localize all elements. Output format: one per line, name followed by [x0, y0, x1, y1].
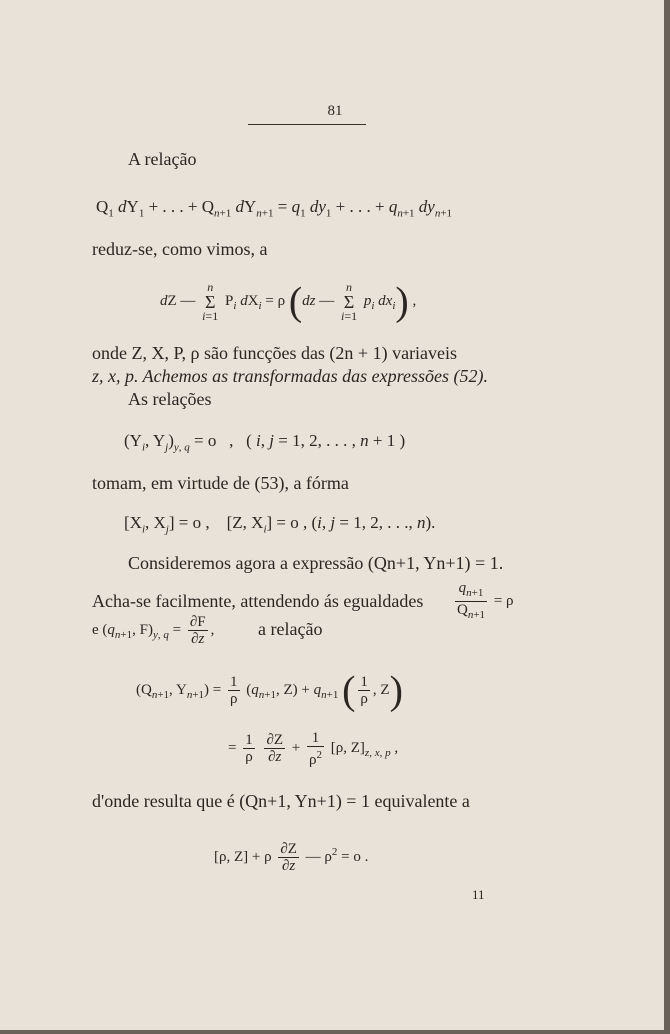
text-line-16: d'onde resulta que é (Qn+1, Yn+1) = 1 equivalente a	[92, 791, 470, 811]
page-number: 81	[327, 103, 343, 119]
signature-mark: 11	[472, 887, 485, 902]
text-line-5: onde Z, X, P, ρ são funcções das (2n + 1) variaveis	[92, 343, 458, 363]
page-edge-right	[664, 0, 670, 1034]
equation-6: e ($q_{n+1}$, $F)_{y, q}$ = $\frac{\partial F}{\partial z}$ ,	[92, 614, 215, 648]
text-line-1: A relação	[128, 149, 197, 169]
header-rule	[248, 124, 366, 125]
text-line-3: reduz-se, como vimos, a	[92, 239, 268, 259]
text-line-6: z, x, p. Achemos as transformadas das expressões (52).	[92, 366, 488, 386]
equation-1: $Q_1$ $dY_1$ + . . . + $Q_{n+1}$ $dY_{n+1} = q_1$ $dy_1$ + . . . + $q_{n+1}$ $dy_{n+1}$	[96, 197, 453, 220]
equation-9: [ρ, Z] + ρ $\frac{\partial Z}{\partial z}$ — $\rho^2 = o$ .	[214, 841, 369, 875]
equation-2: dZ — n Σ i=1 $P_i$ $dX_i = \rho$ (dz — n Σ i=1 $p_i$ $dx_i$) ,	[160, 278, 417, 324]
equation-4: [$X_i$, $X_j] = o$ , [Z, $X_i] = o$ , (i, j = 1, 2, . . ., n).	[124, 513, 436, 536]
page-edge-bottom	[0, 1030, 670, 1034]
text-line-12: Acha-se facilmente, attendendo ás egualdades	[92, 591, 424, 611]
equation-5: $\frac{q_{n+1}}{Q_{n+1}}$ = ρ	[457, 580, 514, 621]
text-line-9: tomam, em virtude de (53), a fórma	[92, 473, 349, 493]
text-line-7: As relações	[128, 389, 212, 409]
equation-3: ($Y_i$, $Y_j)_{y, q} = o$ , ( i, j = 1, 2, . . . , n + 1 )	[124, 431, 406, 454]
text-line-13: a relação	[258, 619, 323, 639]
equation-8: = $\frac{1}{\rho}$ $\frac{\partial Z}{\partial z}$ + $\frac{1}{\rho^2}$ [ρ, $Z]_{z, x, p}$ ,	[228, 729, 399, 768]
equation-7: ($Q_{n+1}$, $Y_{n+1}$) = $\frac{1}{\rho}$ ($q_{n+1}$, $Z) + q_{n+1}$ ( $\frac{1}{\rho}$ , Z)	[136, 667, 403, 713]
text-line-11: Consideremos agora a expressão (Qn+1, Yn+1) = 1.	[128, 553, 504, 573]
